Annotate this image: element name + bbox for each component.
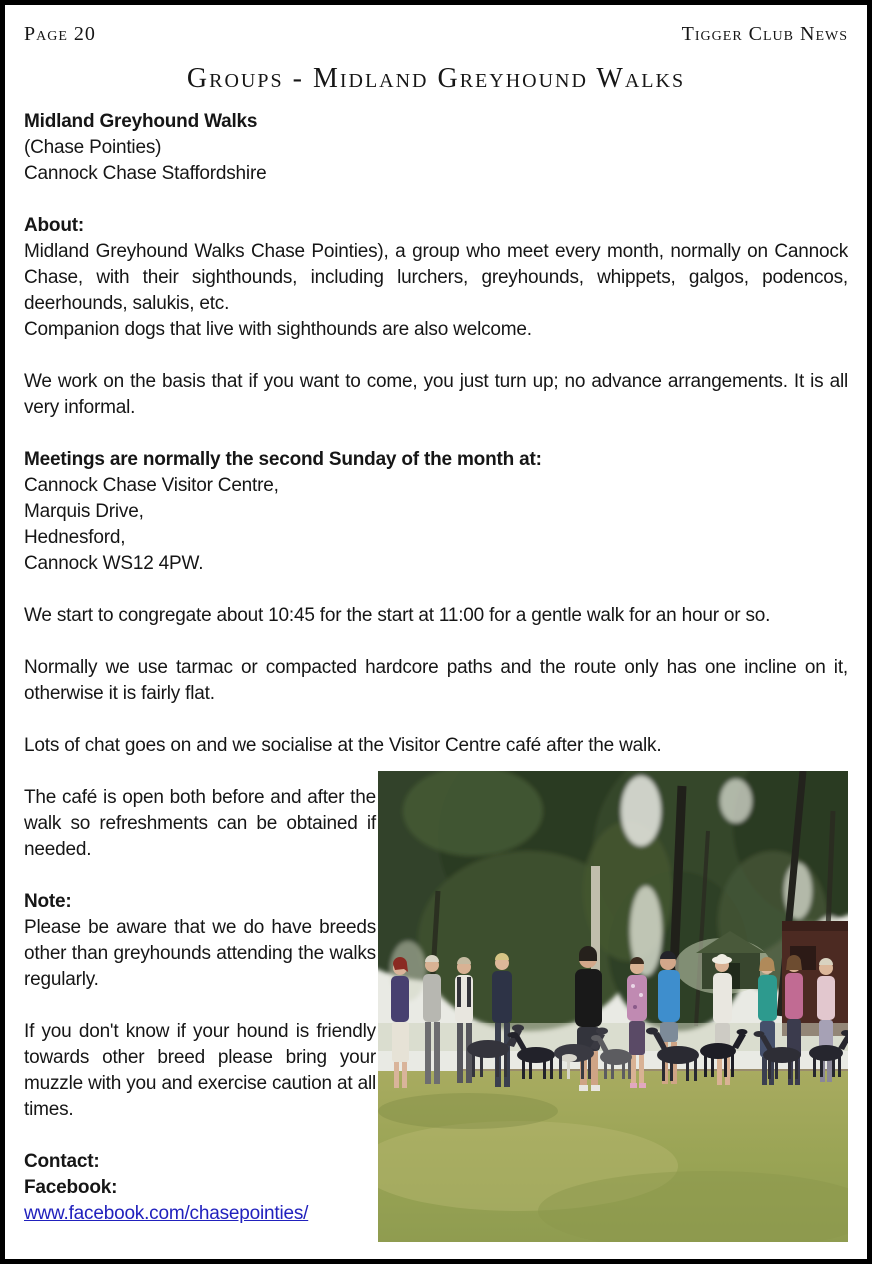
page-border	[1, 1, 871, 1263]
address-line-2: Marquis Drive,	[24, 501, 144, 522]
about-paragraph-3: We work on the basis that if you want to come, you just turn up; no advance arrangements. It is all very informal.	[24, 371, 848, 418]
group-photo-illustration	[378, 771, 848, 1242]
address-line-3: Hednesford,	[24, 527, 126, 548]
left-column	[24, 771, 376, 1242]
group-name: Midland Greyhound Walks	[24, 111, 258, 132]
facebook-link[interactable]: www.facebook.com/chasepointies/	[24, 1203, 309, 1224]
group-intro	[24, 109, 848, 187]
meetings-address	[24, 473, 848, 577]
address-line-1: Cannock Chase Visitor Centre,	[24, 475, 279, 496]
note-heading: Note:	[24, 891, 72, 912]
address-line-4: Cannock WS12 4PW.	[24, 553, 204, 574]
newsletter-title: Tigger Club News	[681, 23, 848, 45]
group-photo	[378, 771, 848, 1242]
paths-paragraph: Normally we use tarmac or compacted hardcore paths and the route only has one incline on it, otherwise it is fairly flat.	[24, 657, 848, 704]
about-paragraph-2: Companion dogs that live with sighthounds are also welcome.	[24, 319, 532, 340]
page-title: Groups - Midland Greyhound Walks	[186, 63, 686, 94]
chat-paragraph: Lots of chat goes on and we socialise at the Visitor Centre café after the walk.	[24, 735, 662, 756]
meetings-heading: Meetings are normally the second Sunday of the month at:	[24, 449, 542, 470]
group-location: Cannock Chase Staffordshire	[24, 163, 267, 184]
group-alias: (Chase Pointies)	[24, 137, 162, 158]
congregate-paragraph: We start to congregate about 10:45 for the start at 11:00 for a gentle walk for an hour or so.	[24, 605, 771, 626]
page-number: Page 20	[24, 23, 96, 45]
page-header	[24, 21, 848, 47]
contact-heading: Contact:	[24, 1151, 100, 1172]
note-paragraph-2: If you don't know if your hound is friendly towards other breed please bring your muzzle with you and exercise caution at all times.	[24, 1021, 376, 1120]
facebook-heading: Facebook:	[24, 1177, 118, 1198]
cafe-paragraph: The café is open both before and after the walk so refreshments can be obtained if needed.	[24, 787, 376, 860]
about-paragraph-1: Midland Greyhound Walks Chase Pointies), a group who meet every month, normally on Cannock Chase, with their sighthounds, including lurchers, greyhounds, whippets, galgos, podencos, deerhounds, salukis, etc.	[24, 241, 848, 314]
two-column-section	[24, 771, 848, 1242]
note-paragraph-1: Please be aware that we do have breeds other than greyhounds attending the walks regularly.	[24, 917, 376, 990]
about-heading: About:	[24, 215, 84, 236]
